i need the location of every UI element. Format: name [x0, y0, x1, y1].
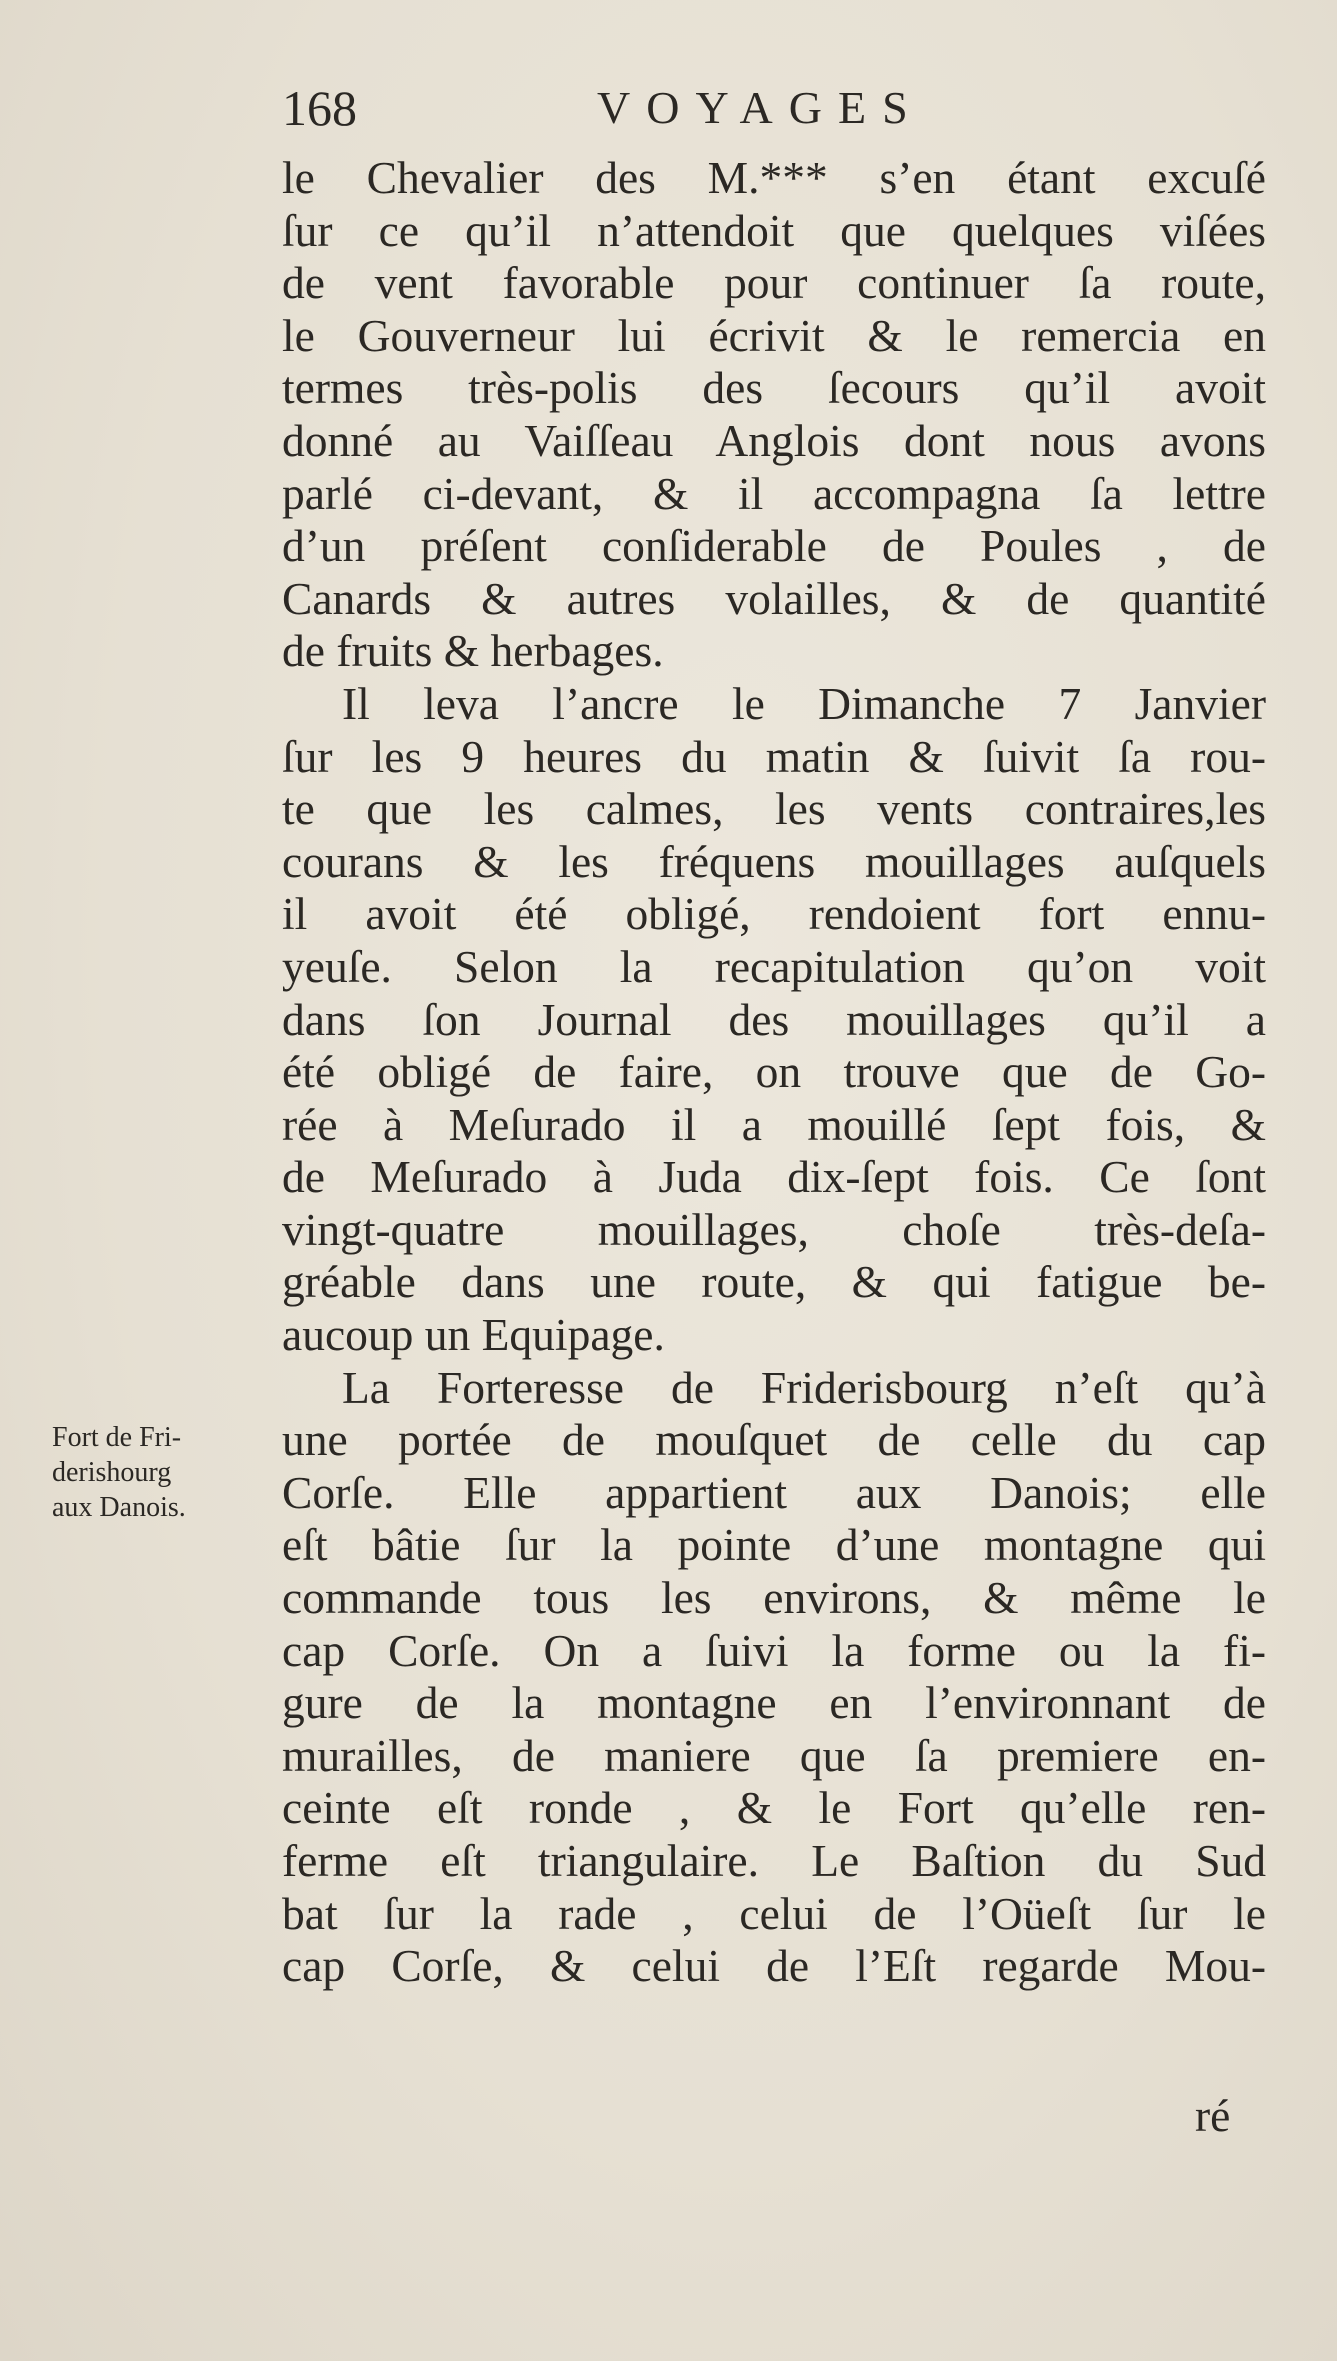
margin-note-line: aux Danois. [52, 1492, 186, 1523]
text-line: eſt bâtie ſur la pointe d’une montagne qui [282, 1519, 1266, 1571]
text-line: termes très-polis des ſecours qu’il avoit [282, 362, 1266, 414]
paragraph-2 [282, 678, 1266, 1362]
text-line: de Meſurado à Juda dix-ſept fois. Ce ſont [282, 1151, 1266, 1203]
text-line: été obligé de faire, on trouve que de Go- [282, 1046, 1266, 1098]
text-line: ferme eſt triangulaire. Le Baſtion du Sud [282, 1835, 1266, 1886]
running-title: VOYAGES [597, 82, 924, 133]
text-line: le Gouverneur lui écrivit & le remercia en [282, 309, 1266, 361]
text-line: ceinte eſt ronde , & le Fort qu’elle ren- [282, 1782, 1266, 1834]
paragraph-1 [282, 152, 1266, 678]
text-line: gréable dans une route, & qui fatigue be- [282, 1256, 1266, 1308]
text-line: Il leva l’ancre le Dimanche 7 Janvier [342, 677, 1266, 729]
margin-note-line: derishourg [52, 1457, 172, 1488]
text-line: de fruits & herbages. [282, 625, 664, 677]
text-line: La Forteresse de Friderisbourg n’eſt qu’à [342, 1361, 1266, 1413]
text-line: commande tous les environs, & même le [282, 1572, 1266, 1624]
text-line: bat ſur la rade , celui de l’Oüeſt ſur le [282, 1887, 1266, 1939]
text-line: dans ſon Journal des mouillages qu’il a [282, 993, 1266, 1045]
margin-note [52, 1420, 282, 1525]
text-line: cap Corſe, & celui de l’Eſt regarde Mou- [282, 1940, 1266, 1992]
page-number: 168 [282, 80, 357, 136]
text-line: donné au Vaiſſeau Anglois dont nous avons [282, 414, 1266, 466]
text-line: courans & les fréquens mouillages auſquels [282, 835, 1266, 887]
body-text [282, 152, 1266, 1993]
paragraph-3 [282, 1362, 1266, 1993]
text-line: Corſe. Elle appartient aux Danois; elle [282, 1466, 1266, 1518]
text-line: une portée de mouſquet de celle du cap [282, 1414, 1266, 1466]
text-line: te que les calmes, les vents contraires,les [282, 783, 1266, 835]
text-line: yeuſe. Selon la recapitulation qu’on voit [282, 940, 1266, 992]
text-line: gure de la montagne en l’environnant de [282, 1677, 1266, 1729]
catchword: ré [1195, 2090, 1231, 2141]
text-line: Canards & autres volailles, & de quantité [282, 572, 1266, 624]
text-line: rée à Meſurado il a mouillé ſept fois, & [282, 1098, 1266, 1150]
text-line: cap Corſe. On a ſuivi la forme ou la fi- [282, 1624, 1266, 1676]
text-line: il avoit été obligé, rendoient fort ennu- [282, 888, 1266, 940]
text-line: aucoup un Equipage. [282, 1309, 665, 1361]
text-line: parlé ci-devant, & il accompagna ſa lettre [282, 467, 1266, 519]
text-line: le Chevalier des M.*** s’en étant excuſé [282, 152, 1266, 203]
text-line: ſur ce qu’il n’attendoit que quelques viſées [282, 204, 1266, 256]
text-line: murailles, de maniere que ſa premiere en- [282, 1729, 1266, 1781]
text-line: vingt-quatre mouillages, choſe très-deſa- [282, 1203, 1266, 1255]
text-line: de vent favorable pour continuer ſa route, [282, 257, 1266, 309]
text-line: ſur les 9 heures du matin & ſuivit ſa rou- [282, 730, 1266, 782]
margin-note-line: Fort de Fri- [52, 1422, 182, 1453]
text-line: d’un préſent conſiderable de Poules , de [282, 520, 1266, 572]
page-header [282, 78, 1002, 138]
